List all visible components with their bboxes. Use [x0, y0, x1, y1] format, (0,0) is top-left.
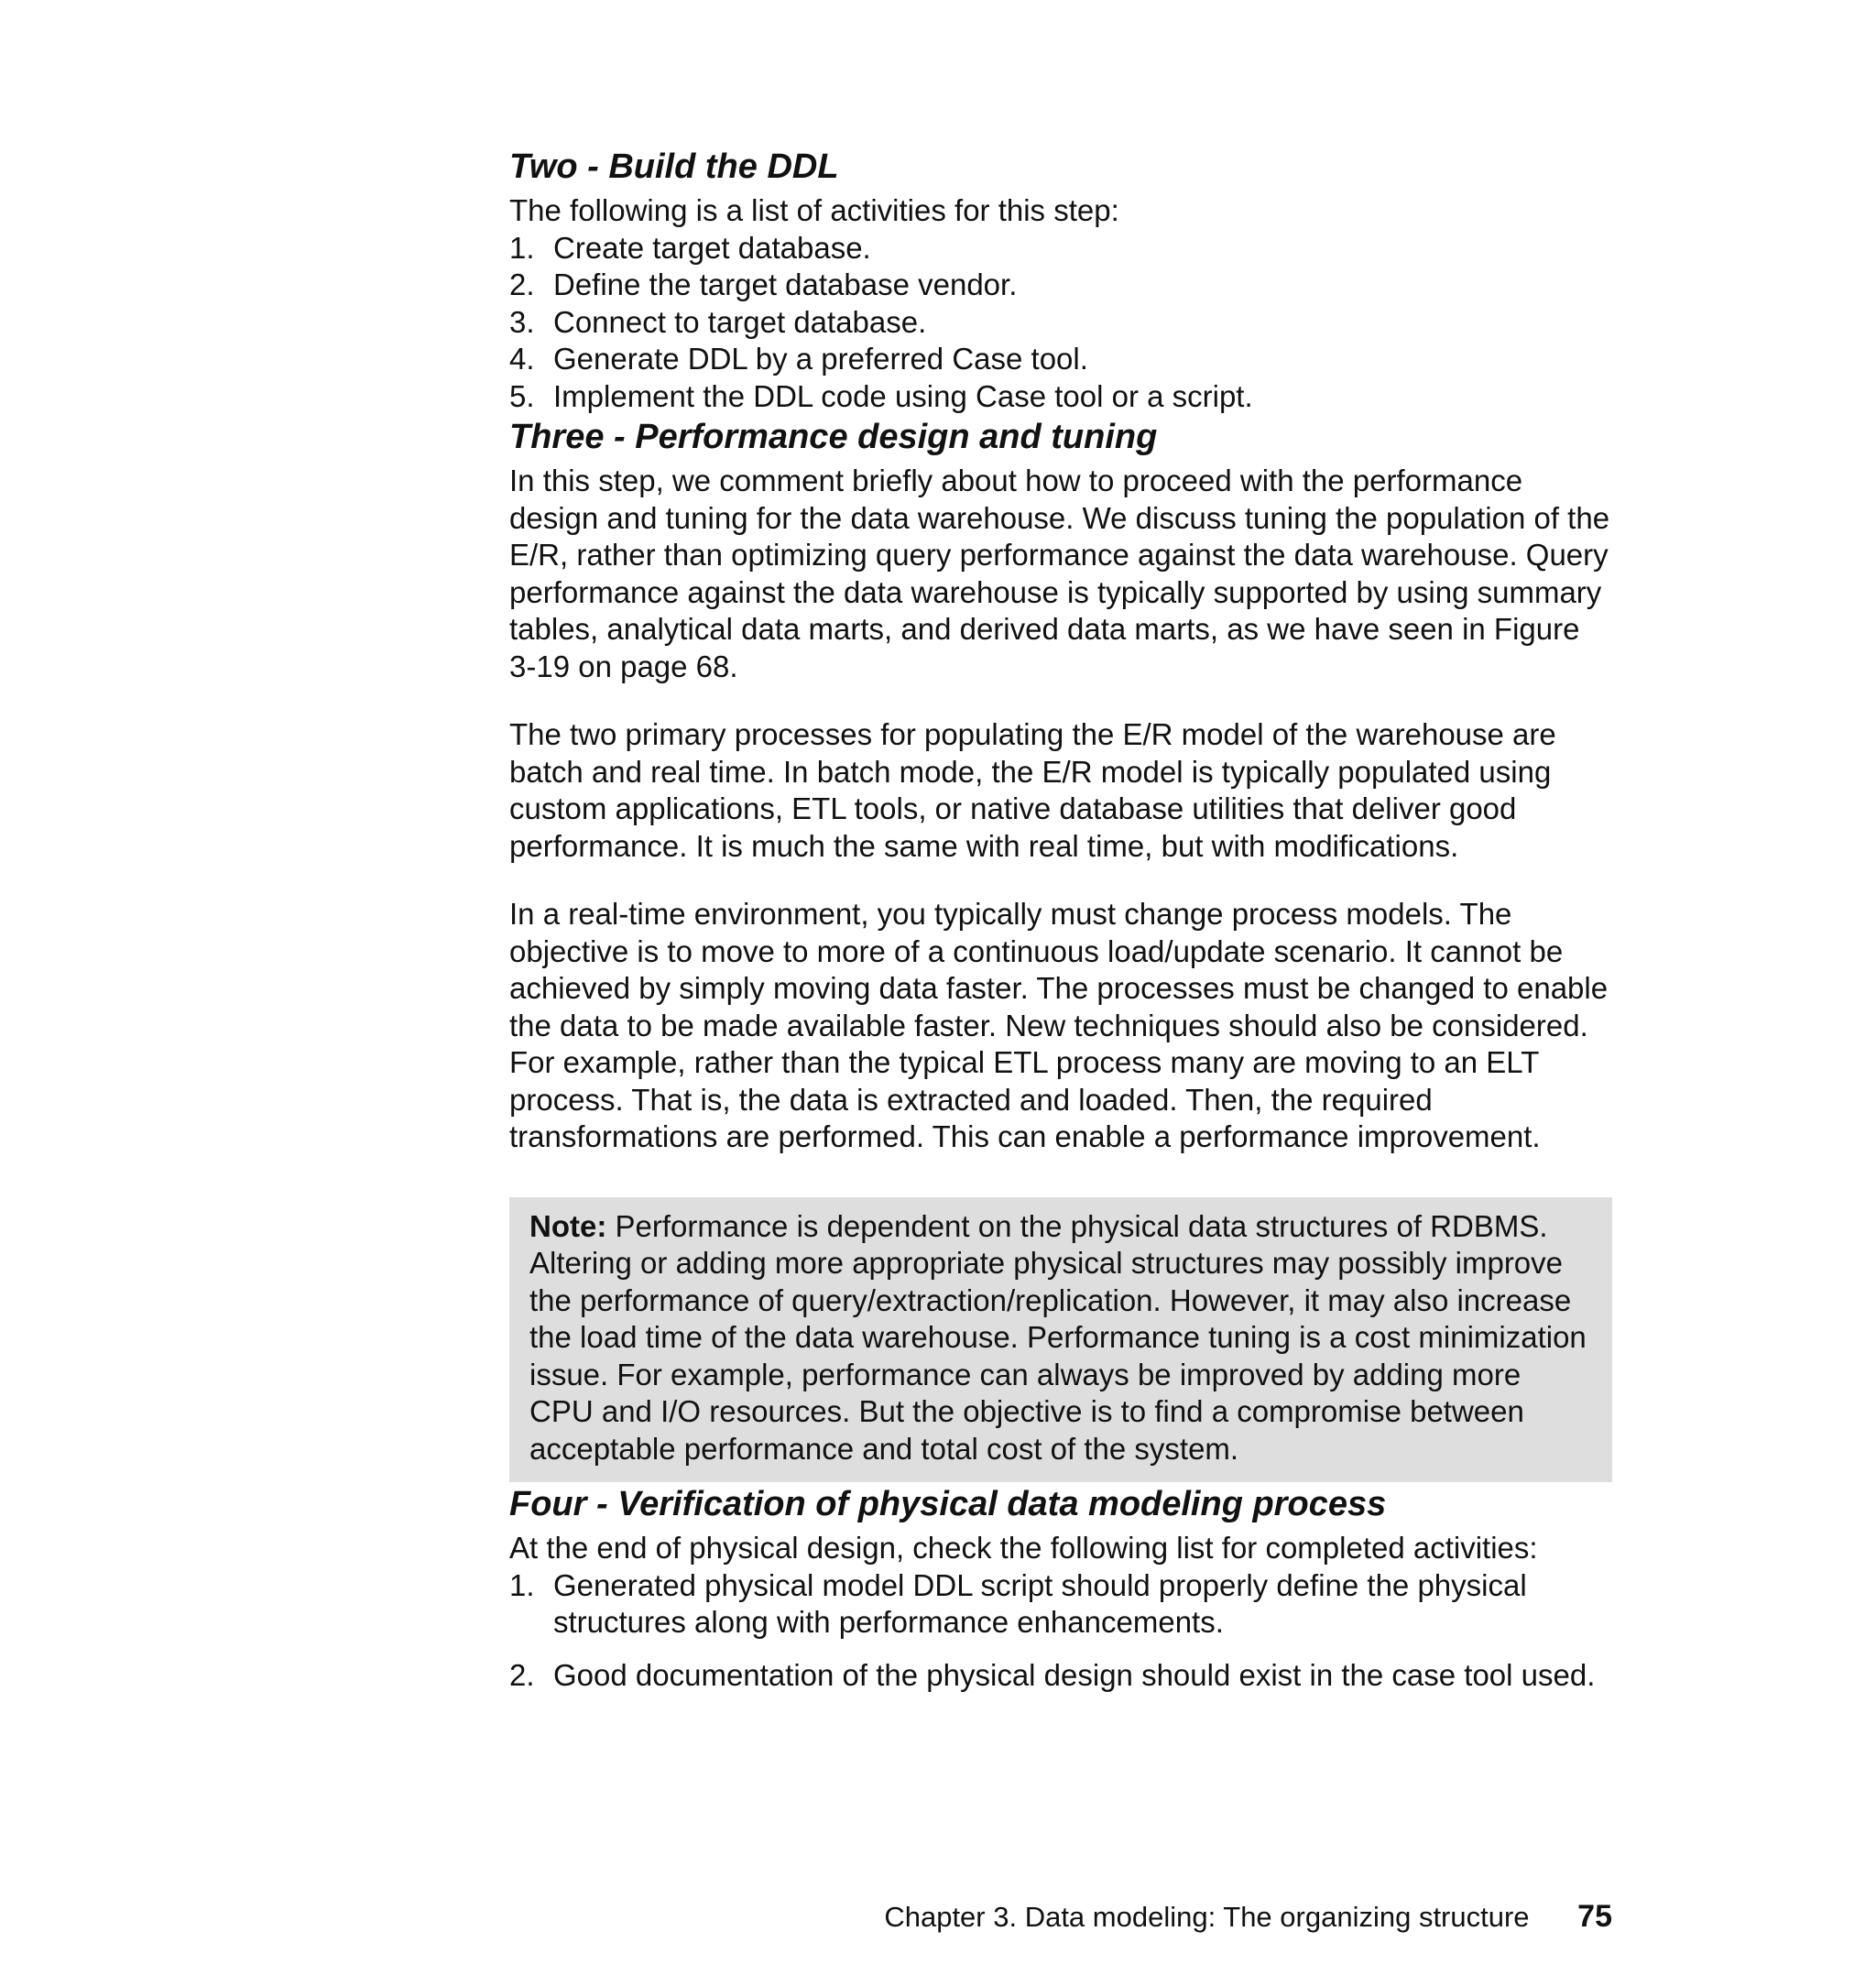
footer-chapter-title: Chapter 3. Data modeling: The organizing structure	[884, 1901, 1530, 1933]
page-footer	[0, 1898, 1612, 1936]
list-item-text: Generated physical model DDL script should properly define the physical structures along with performance enhancements.	[553, 1567, 1527, 1639]
section-three-paragraph-1: In this step, we comment briefly about how to proceed with the performance design and tuning for the data warehouse. We discuss tuning the population of the E/R, rather than optimizing query performance against the data warehouse. Query performance against the data warehouse is typically supported by using summary tables, analytical data marts, and derived data marts, as we have seen in Figure 3-19 on page 68.	[509, 464, 1610, 683]
list-item-number: 2.	[509, 267, 535, 301]
section-four-steps	[509, 1567, 1612, 1695]
page-content	[509, 145, 1612, 1694]
section-three-paragraph-2: The two primary processes for populating the E/R model of the warehouse are batch and real time. In batch mode, the E/R model is typically populated using custom applications, ETL tools, or native database utilities that deliver good performance. It is much the same with real time, but with modifications.	[509, 717, 1556, 863]
note-text: Performance is dependent on the physical data structures of RDBMS. Altering or adding more appropriate physical structures may possibly improve the performance of query/extraction/replication. However, it may also increase the load time of the data warehouse. Performance tuning is a cost minimization issue. For example, performance can always be improved by adding more CPU and I/O resources. But the objective is to find a compromise between acceptable performance and total cost of the system.	[529, 1208, 1587, 1466]
list-item-text: Implement the DDL code using Case tool or a script.	[553, 378, 1253, 413]
list-item-number: 2.	[509, 1657, 535, 1692]
list-item	[509, 1567, 1612, 1642]
list-item-number: 5.	[509, 378, 535, 413]
section-two-heading: Two - Build the DDL	[509, 147, 839, 186]
page-number: 75	[1577, 1899, 1612, 1934]
list-item-number: 3.	[509, 304, 535, 339]
list-item-text: Create target database.	[553, 230, 871, 265]
list-item	[509, 378, 1612, 416]
section-two-steps	[509, 230, 1612, 416]
note-box	[509, 1197, 1612, 1483]
section-three-heading: Three - Performance design and tuning	[509, 418, 1158, 456]
list-item	[509, 267, 1612, 304]
list-item-number: 1.	[509, 1567, 535, 1602]
section-four-heading: Four - Verification of physical data modeling process	[509, 1485, 1387, 1523]
list-item-number: 1.	[509, 230, 535, 265]
list-item	[509, 1657, 1612, 1695]
list-item	[509, 341, 1612, 378]
section-two-intro: The following is a list of activities for this step:	[509, 193, 1119, 227]
list-item-text: Generate DDL by a preferred Case tool.	[553, 342, 1088, 376]
list-item-text: Good documentation of the physical design should exist in the case tool used.	[553, 1657, 1596, 1692]
list-item	[509, 230, 1612, 267]
list-item-text: Connect to target database.	[553, 304, 927, 339]
section-three-paragraph-3: In a real-time environment, you typically must change process models. The objective is to move to more of a continuous load/update scenario. It cannot be achieved by simply moving data faster. The processes must be changed to enable the data to be made available faster. New techniques should also be considered. For example, rather than the typical ETL process many are moving to an ELT process. That is, the data is extracted and loaded. Then, the required transformations are performed. This can enable a performance improvement.	[509, 897, 1609, 1153]
list-item-number: 4.	[509, 342, 535, 376]
list-item	[509, 304, 1612, 342]
list-item-text: Define the target database vendor.	[553, 267, 1018, 301]
note-label: Note:	[529, 1208, 607, 1243]
section-four-intro: At the end of physical design, check the following list for completed activities:	[509, 1531, 1538, 1565]
